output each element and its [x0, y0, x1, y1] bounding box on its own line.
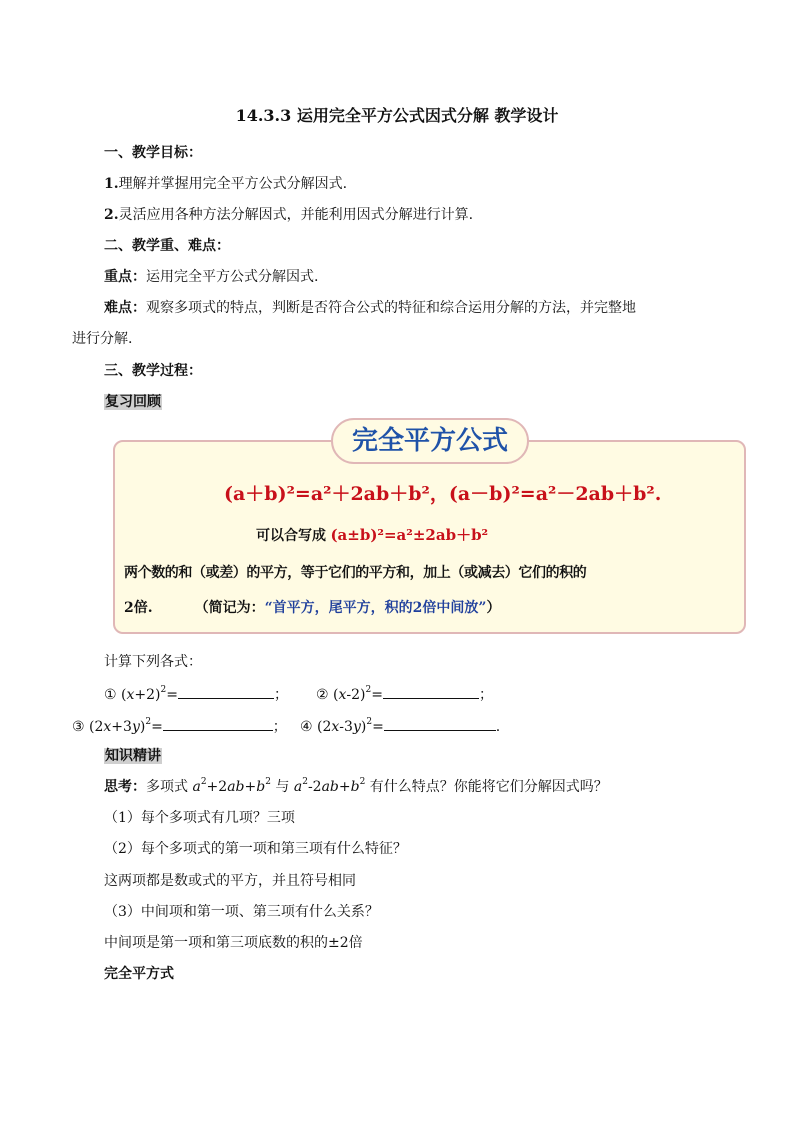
answer-blank-1[interactable]: [178, 684, 274, 699]
exercise-3-num: ③: [72, 719, 85, 735]
exercise-1-num: ①: [104, 687, 117, 703]
goals-heading: 一、教学目标：: [104, 145, 202, 161]
key-text: 运用完全平方公式分解因式.: [146, 269, 319, 285]
note-open: （简记为：: [194, 600, 265, 616]
exercise-4-end: .: [495, 719, 501, 735]
question-1: （1）每个多项式有几项？三项: [104, 810, 295, 826]
formula-line-2-prefix: 可以合写成: [256, 528, 326, 544]
process-heading: 三、教学过程：: [104, 363, 202, 379]
think-label: 思考：: [104, 779, 146, 795]
formula-line-3: 两个数的和（或差）的平方，等于它们的平方和，加上（或减去）它们的积的: [124, 565, 587, 581]
exercise-2: ② $(x-2)^2=$ ；: [316, 685, 493, 703]
exercise-3-sep: ；: [272, 719, 287, 735]
formula-box-title: 完全平方公式: [331, 418, 529, 464]
review-highlight: 复习回顾: [105, 394, 161, 410]
goal-1-text: 理解并掌握用完全平方公式分解因式.: [118, 176, 348, 192]
goal-2: [104, 205, 473, 225]
answer-2: 这两项都是数或式的平方，并且符号相同: [104, 873, 356, 889]
final-heading: 完全平方式: [104, 966, 174, 982]
question-3: （3）中间项和第一项、第三项有什么关系？: [104, 904, 379, 920]
exercise-1-sep: ；: [273, 687, 288, 703]
think-c: 有什么特点？你能将它们分解因式吗？: [369, 779, 608, 795]
answer-blank-3[interactable]: [163, 716, 273, 731]
diff-text-2: 进行分解.: [72, 331, 133, 347]
note-close: ）: [486, 600, 501, 616]
note-quote: “首平方，尾平方，积的2倍中间放”: [264, 600, 487, 616]
think-line: 思考：多项式 $a^2+2ab+b^2$ 与 $a^2-2ab+b^2$ 有什么特点？你能将它们分解因式吗？: [104, 777, 608, 795]
exercise-4: ④ $(2x-3y)^2=$ .: [300, 717, 501, 735]
exercise-2-num: ②: [316, 687, 329, 703]
goal-1-num: 1.: [104, 176, 119, 192]
formula-line-2: [256, 525, 488, 546]
review-label: [104, 392, 162, 412]
key-label: 重点：: [104, 269, 146, 285]
exercise-1: ① $(x+2)^2=$ ；: [104, 685, 288, 703]
formula-line-1: (a＋b)²=a²＋2ab＋b²，(a－b)²=a²－2ab＋b².: [224, 483, 662, 505]
exercise-intro: 计算下列各式：: [104, 654, 202, 670]
diff-label: 难点：: [104, 300, 146, 316]
formula-line-4-prefix: 2倍.: [124, 600, 153, 616]
diff-text-1: 观察多项式的特点，判断是否符合公式的特征和综合运用分解的方法，并完整地: [146, 300, 636, 316]
formula-line-4: [124, 598, 500, 618]
answer-3: 中间项是第一项和第三项底数的积的±2倍: [104, 935, 363, 951]
answer-blank-4[interactable]: [384, 716, 496, 731]
think-a: 多项式: [146, 779, 188, 795]
page-title: 14.3.3 运用完全平方公式因式分解 教学设计: [235, 106, 559, 125]
exercise-4-num: ④: [300, 719, 313, 735]
exercise-2-sep: ；: [478, 687, 493, 703]
think-b: 与: [275, 779, 290, 795]
key-heading: 二、教学重、难点：: [104, 238, 230, 254]
goal-2-text: 灵活应用各种方法分解因式，并能利用因式分解进行计算.: [118, 207, 474, 223]
answer-blank-2[interactable]: [383, 684, 479, 699]
goal-1: [104, 174, 347, 194]
question-2: （2）每个多项式的第一项和第三项有什么特征？: [104, 841, 407, 857]
goal-2-num: 2.: [104, 207, 119, 223]
key-point: [104, 267, 318, 287]
knowledge-label: [104, 746, 162, 766]
knowledge-highlight: 知识精讲: [105, 748, 161, 764]
difficulty-point: [104, 298, 636, 318]
exercise-3: ③ $(2x+3y)^2=$ ；: [72, 717, 287, 735]
formula-line-2-formula: (a±b)²=a²±2ab＋b²: [330, 526, 489, 544]
